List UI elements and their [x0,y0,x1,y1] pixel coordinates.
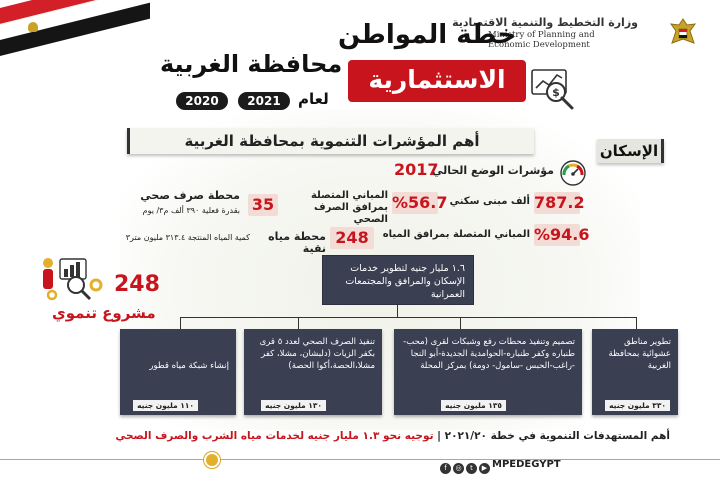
station-note-sewage: بقدرة فعلية ٣٩٠ ألف م٣/ يوم [142,206,240,215]
indicator-value-sewage: %56.7 [392,193,448,212]
ministry-name-english: Ministry of Planning and Economic Development [488,30,595,50]
eagle-emblem-icon [666,16,700,50]
section-tag-housing: الإسكان [597,139,664,163]
indicator-label-buildings: ألف مبنى سكني [449,196,530,207]
tree-child-budget: ١٣٠ مليون جنيه [261,400,326,411]
tree-child-box-2 [394,329,582,415]
social-handle[interactable]: MPEDEGYPT [492,459,561,470]
tree-child-text: تطوير مناطق عشوائية بمحافظة الغربية [608,337,671,371]
tree-child-box-1 [592,329,678,415]
tree-child-text: تنفيذ الصرف الصحي لعدد ٥ قرى بكفر الزيات (دلبشان، مشلا، كفر مشلا،الحصة،أكوا الحصة) [259,337,375,371]
footer-statement [110,428,670,444]
tree-child-text: إنشاء شبكة مياه قطور [149,361,229,371]
for-year-label: لعام [298,90,329,108]
svg-text:$: $ [552,86,560,99]
tree-child-box-3 [244,329,382,415]
social-icons [440,458,492,472]
development-projects-icon [40,255,104,301]
title-line-1: خطة المواطن [338,20,517,50]
indicators-year: 2017 [394,160,439,179]
projects-label: مشروع تنموي [52,304,156,322]
year-end-pill: 2021 [238,92,290,110]
gauge-icon [560,160,586,186]
title-line-3: محافظة الغربية [160,50,343,78]
station-note-water: كمية المياه المنتجة ٣١٣.٤ مليون متر٣ [125,233,250,242]
station-label-sewage: محطة صرف صحي [140,189,240,202]
tree-connector-2 [460,317,461,329]
tree-connector-3 [298,317,299,329]
youtube-icon[interactable]: ▶ [479,463,490,474]
instagram-icon[interactable]: ◎ [453,463,464,474]
station-value-water: 248 [330,227,374,249]
title-line-2: الاستثمارية [348,60,526,102]
year-start-pill: 2020 [176,92,228,110]
bottom-divider [0,459,720,460]
tree-connector-root [397,305,398,317]
tree-child-box-4 [120,329,236,415]
indicator-value-water: %94.6 [534,225,590,244]
footer-part-1: أهم المستهدفات التنموية في خطة ٢٠٢١/٢٠ | [433,430,670,442]
twitter-icon[interactable]: t [466,463,477,474]
investment-magnifier-icon [530,66,576,112]
tree-child-text: تصميم وتنفيذ محطات رفع وشبكات لقرى (محب- طنباره وكفر طنباره-الحوامدية الجديدة-أبو النجا -راغب-الحبس -سامول- دومة) بمركز المحلة [403,337,575,371]
tree-child-budget: ١١٠ مليون جنيه [133,400,198,411]
footer-part-2: توجيه نحو ١.٣ مليار جنيه لخدمات مياه الشرب والصرف الصحي [115,430,434,442]
bottom-divider-dot [204,452,220,468]
projects-count: 248 [114,272,160,297]
indicators-heading: مؤشرات الوضع الحالي [431,164,554,177]
station-value-sewage: 35 [248,194,278,216]
tree-child-budget: ١٣٥ مليون جنيه [441,400,506,411]
tree-root-box: ١.٦ مليار جنيه لتطوير خدمات الإسكان والمرافق والمجتمعات العمرانية [322,255,474,305]
ministry-name-arabic: وزارة التخطيط والتنمية الاقتصادية [452,16,638,29]
tree-connector-1 [636,317,637,329]
subtitle-banner: أهم المؤشرات التنموية بمحافظة الغربية [127,128,534,154]
station-label-water: محطة مياه نقية [268,230,326,255]
facebook-icon[interactable]: f [440,463,451,474]
tree-connector-4 [180,317,181,329]
indicator-value-buildings: 787.2 [534,193,585,212]
indicator-label-sewage: المباني المتصلة بمرافق الصرف الصحي [310,190,388,225]
tree-connector-horizontal [180,317,636,318]
egypt-flag-icon [0,0,150,66]
indicator-label-water: المباني المتصلة بمرافق المياه [382,229,530,240]
tree-child-budget: ٣٣٠ مليون جنيه [605,400,670,411]
